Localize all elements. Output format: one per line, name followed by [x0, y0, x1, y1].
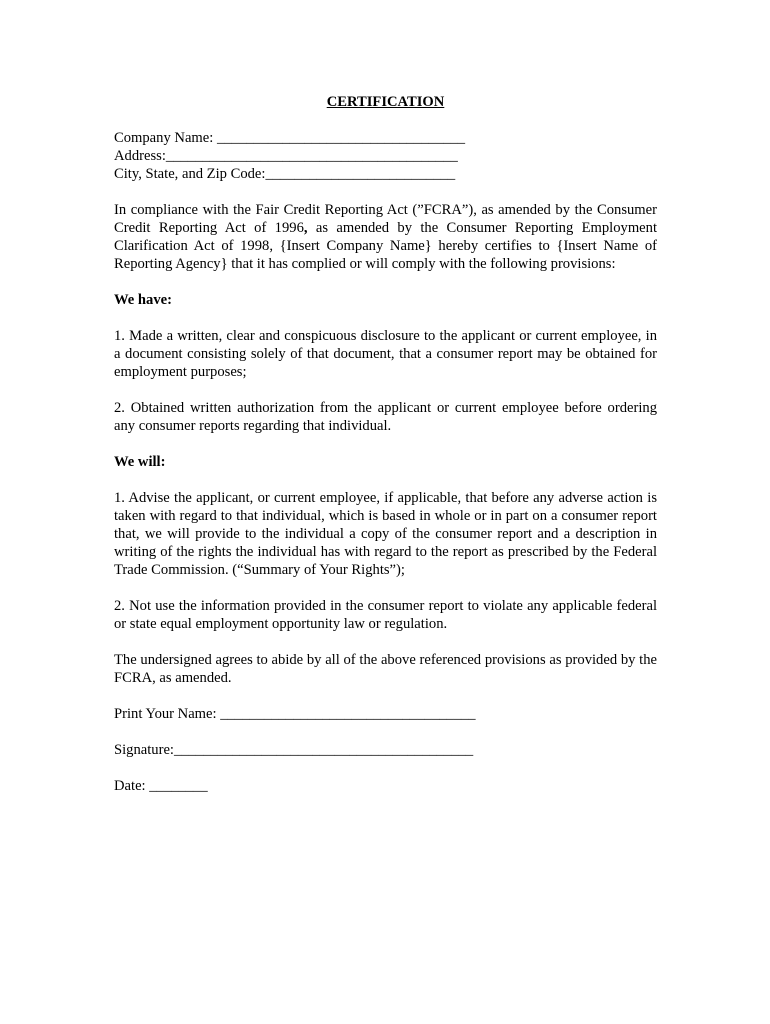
- we-will-item-2: 2. Not use the information provided in the consumer report to violate any applicable federal or state equal employment opportunity law or regulation.: [114, 598, 657, 632]
- intro-text-part2: as amended by the Consumer Reporting Employment Clarification Act of 1998, {Insert Company Name} hereby certifies to {Insert Name of Reporting Agency} that it has complied or will comply with the following provisions:: [114, 220, 657, 272]
- city-state-zip-field: City, State, and Zip Code:__________________________: [114, 166, 456, 182]
- company-name-field: Company Name: __________________________________: [114, 130, 466, 146]
- we-have-item-1: 1. Made a written, clear and conspicuous disclosure to the applicant or current employee, in a document consisting solely of that document, that a consumer report may be obtained for employment purposes;: [114, 328, 657, 380]
- document-title: CERTIFICATION: [326, 94, 445, 110]
- signature-field: Signature:_________________________________________: [114, 742, 474, 758]
- address-field: Address:________________________________________: [114, 148, 458, 164]
- we-will-heading: We will:: [114, 454, 166, 470]
- intro-bold-comma: ,: [303, 220, 308, 236]
- print-name-field: Print Your Name: ___________________________________: [114, 706, 476, 722]
- document-page: [114, 93, 657, 813]
- we-will-item-1: 1. Advise the applicant, or current employee, if applicable, that before any adverse action is taken with regard to that individual, which is based in whole or in part on a consumer report that, we will provide to the individual a copy of the consumer report and a description in writing of the rights the individual has with regard to the report as prescribed by the Federal Trade Commission. (“Summary of Your Rights”);: [114, 490, 657, 578]
- intro-paragraph: [114, 201, 657, 273]
- we-have-item-2: 2. Obtained written authorization from the applicant or current employee before ordering any consumer reports regarding that individual.: [114, 400, 657, 434]
- date-field: Date: ________: [114, 778, 208, 794]
- intro-text-part1: In compliance with the Fair Credit Reporting Act (”FCRA”), as amended by the Consumer Credit Reporting Act of 1996: [114, 202, 657, 236]
- closing-paragraph: The undersigned agrees to abide by all of the above referenced provisions as provided by the FCRA, as amended.: [114, 652, 657, 686]
- we-have-heading: We have:: [114, 292, 172, 308]
- header-fields: [114, 129, 657, 183]
